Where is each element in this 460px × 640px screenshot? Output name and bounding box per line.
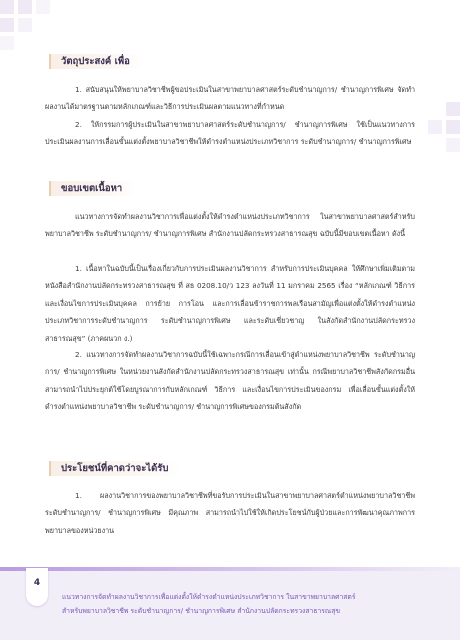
- decor-square: [18, 0, 32, 14]
- scope-paragraph: แนวทางการจัดทำผลงานวิชาการเพื่อแต่งตั้งให้ดำรงตำแหน่งประเภทวิชาการ ในสาขาพยาบาลศาสตร์สำหรับพยาบาลวิชาชีพ ระดับชำนาญการ/ ชำนาญการพิเศษ สำนักงานปลัดกระทรวงสาธารณสุข ฉบับนี้มีขอบเขตเนื้อหา ดังนี้: [45, 212, 415, 239]
- footer-accent-strip: [0, 567, 460, 571]
- objective-item: 2. ให้กรรมการผู้ประเมินในสาขาพยาบาลศาสตร์ระดับชำนาญการ/ ชำนาญการพิเศษ ใช้เป็นแนวทางการประเมินผลงานการเลื่อนขั้นแต่งตั้งพยาบาลวิชาชีพให้ดำรงตำแหน่งประเภทวิชาการ ระดับชำนาญการ/ ชำนาญการพิเศษ: [45, 120, 415, 147]
- section-heading-scope: ขอบเขตเนื้อหา: [49, 181, 136, 196]
- decor-square: [446, 120, 460, 134]
- objective-item: 1. สนับสนุนให้พยาบาลวิชาชีพผู้ขอประเมินในสาขาพยาบาลศาสตร์ระดับชำนาญการ/ ชำนาญการพิเศษ จัดทำผลงานได้มาตรฐานตามหลักเกณฑ์และวิธีการประเมินผลตามแนวทางที่กำหนด: [45, 85, 415, 112]
- decor-square: [18, 18, 32, 32]
- scope-paragraph: 1. เนื้อหาในฉบับนี้เป็นเรื่องเกี่ยวกับการประเมินผลงานวิชาการ สำหรับการประเมินบุคคล ให้ศึกษาเพิ่มเติมตามหนังสือสำนักงานปลัดกระทรวงสาธารณสุข ที่ สธ 0208.10/ว 123 ลงวันที่ 11 มกราคม 2565 เรื่อง “หลักเกณฑ์ วิธีการ และเงื่อนไขการประเมินบุคคล การย้าย การโอน และการเลื่อนข้าราชการพลเรือนสามัญเพื่อแต่งตั้งให้ดำรงตำแหน่งประเภทวิชาการระดับชำนาญการ ระดับชำนาญการพิเศษ และระดับเชี่ยวชาญ ในสังกัดสำนักงานปลัดกระทรวงสาธารณสุข” (ภาคผนวก ง.): [45, 264, 415, 343]
- footer-title-line-2: สำหรับพยาบาลวิชาชีพ ระดับชำนาญการ/ ชำนาญการพิเศษ สำนักงานปลัดกระทรวงสาธารณสุข: [62, 607, 341, 615]
- decor-square: [0, 0, 14, 14]
- page-number: 4: [26, 568, 48, 606]
- page-footer: [0, 567, 460, 640]
- benefit-item: 1. ผลงานวิชาการของพยาบาลวิชาชีพที่ขอรับการประเมินในสาขาพยาบาลศาสตร์ตำแหน่งพยาบาลวิชาชีพระดับชำนาญการ/ ชำนาญการพิเศษ มีคุณภาพ สามารถนำไปใช้ให้เกิดประโยชน์กับผู้ป่วยและการพัฒนาคุณภาพการพยาบาลของหน่วยงาน: [45, 491, 415, 535]
- decor-square: [446, 102, 460, 116]
- section-heading-benefits: ประโยชน์ที่คาดว่าจะได้รับ: [49, 461, 182, 476]
- decor-square: [36, 0, 50, 14]
- decor-square: [0, 36, 14, 50]
- decor-square: [0, 18, 14, 32]
- decor-square: [446, 138, 460, 152]
- footer-title-line-1: แนวทางการจัดทำผลงานวิชาการเพื่อแต่งตั้งให้ดำรงตำแหน่งประเภทวิชาการ ในสาขาพยาบาลศาสตร์: [62, 593, 356, 601]
- decor-square: [428, 120, 442, 134]
- section-heading-objectives: วัตถุประสงค์ เพื่อ: [49, 54, 144, 69]
- scope-paragraph: 2. แนวทางการจัดทำผลงานวิชาการฉบับนี้ใช้เฉพาะกรณีการเลื่อนเข้าสู่ตำแหน่งพยาบาลวิชาชีพ ระดับชำนาญการ/ ชำนาญการพิเศษ ในหน่วยงานสังกัดสำนักงานปลัดกระทรวงสาธารณสุข เท่านั้น กรณีพยาบาลวิชาชีพสังกัดกรมอื่นสามารถนำไปประยุกต์ใช้โดยบูรณาการกับหลักเกณฑ์ วิธีการ และเงื่อนไขการประเมินของกรม เพื่อเลื่อนขั้นแต่งตั้งให้ดำรงตำแหน่งพยาบาลวิชาชีพ ระดับชำนาญการ/ ชำนาญการพิเศษของกรมต้นสังกัด: [45, 350, 415, 412]
